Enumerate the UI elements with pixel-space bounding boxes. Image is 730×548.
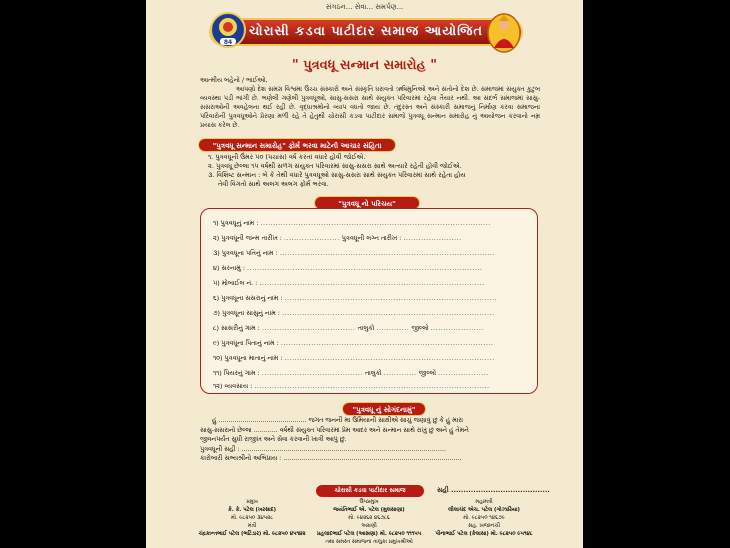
logo-badge-text: 84: [223, 39, 233, 46]
form-field-mobile[interactable]: ૫) મોબાઈલ નં. : .........................................................................................: [213, 279, 485, 287]
samaj-logo-icon: [210, 12, 246, 48]
header-title: ચોરાસી કડવા પાટીદાર સમાજ આયોજિત: [248, 24, 484, 39]
rule-item: ૩. વિશિષ્ટ સન્માન : બે કે તેથી વધારે પુત્રવધૂઓ સાસુ-સસરા સાથે સંયુક્ત પરિવારમાં સાથે રહેતા હોય: [208, 171, 466, 179]
oath-line: જીવનપર્યંત સુધી રાજીખ અને સેવા કરવાની ખાત્રી આપું છું.: [200, 436, 347, 443]
signature-field[interactable]: સહી ........................................: [437, 486, 550, 494]
oath-title: "પુત્રવધૂ નું સોગંદનામું": [342, 402, 426, 416]
footer-center-column: ઉપપ્રમુખ જયંતિભાઈ એ. પટેલ (મુલસાણા) મો. ૯૪૨૬૨ ૪૬૭૮૬ અગ્રણી પ્રહલાદભાઈ પટેલ (આસણા) મો. ૯૮૨૫૦ ૧૧૧૫૫ તથા સમસ્ત સમાજના તાલુકા પ્રમુખશ્રીઓ: [316, 499, 422, 545]
tagline: સંગઠન... સેવા... સમર્પણ...: [325, 3, 404, 11]
footer-left-column: પ્રમુખ કે. કે. પટેલ (ખરસાદ) મો. ૯૮૨૫૦ ૩૪૫૨૮ મંત્રી ચંદ્રકાન્તભાઈ પટેલ (ભટિંડાર) મો. ૯૮૨૫૦ ૪૫૧૪૨: [198, 499, 306, 537]
flyer-page: [146, 0, 583, 548]
intro-paragraph: આપણો દેશ સમગ્ર વિશ્વમાં ઉચ્ચ સંસ્કારો અને સંસ્કૃતિ ધરાવતો ઋષિમુનિઓ અને સંતોનો દેશ છે. સમાજમાં સંયુક્ત કુટુંબ વ્યવસ્થા પડી ભાંગી છે. ભણેલી ગણેલી પુત્રવધૂઓ, સાસુ-સસરા સાથે સંયુક્ત પરિવારમાં રહેવા તૈયાર નથી. આ સંદર્ભ સમાજમાં સાસુ-સસરાઓની અવહેલના થઈ રહી છે. વૃદ્ધાશ્રમોનો વ્યાપ વધતો જાય છે. તંદુરસ્ત અને સંસ્કારી સમાજનું નિર્માણ કરવા સમાજના પરિવારોની પુત્રવધૂઓને પ્રેરણા મળી રહે તે હેતુથી ચોરાસી કડવા પાટીદાર સમાજે પુત્રવધૂ સન્માન સમારોહ નું આયોજન કરવાનો નમ્ર પ્રયાસ કરેલ છે.: [200, 86, 540, 129]
form-field-mother-in-law[interactable]: ૭) પુત્રવધૂના સાસુનું નામ : ....................................................................................: [213, 309, 495, 317]
goddess-umiya-icon: [486, 12, 522, 54]
form-field-bride-name[interactable]: ૧) પુત્રવધૂનું નામ : ...........................................................................................: [213, 219, 491, 227]
rule-item: તેવી વિગતો સાથે અલગ અલગ ફોર્મ ભરવા.: [218, 180, 329, 188]
greeting: આત્મીય બહેનો / ભાઈઓ,: [200, 77, 268, 84]
form-field-birth-date[interactable]: ૨) પુત્રવધૂની જન્મ તારીખ : ...................... પુત્રવધૂની લગ્ન તારીખ : .......................: [213, 234, 462, 242]
form-title: "પુત્રવધૂ નો પરિચય": [314, 196, 420, 210]
form-field-father-name[interactable]: ૯) પુત્રવધૂના પિતાનું નામ : ....................................................................................: [213, 339, 494, 347]
rules-list: [208, 153, 548, 189]
form-field-address[interactable]: ૪) સરનામું : .............................................................................................: [213, 264, 483, 272]
oath-section: [200, 416, 540, 464]
rule-item: ૨. પુત્રવધૂ છેલ્લા ૧૫ વર્ષથી સળંગ સંયુક્ત પરિવારમાં સાસુ-સસરા સાથે અત્યારે રહેતી હોવી જોઈએ.: [208, 162, 462, 170]
form-field-father-in-law[interactable]: ૬) પુત્રવધૂના સસરાનું નામ : ....................................................................................: [213, 294, 498, 302]
form-field-mother-name[interactable]: ૧૦) પુત્રવધૂના માતાનું નામ : ...................................................................................: [213, 354, 495, 362]
event-subtitle: " પુત્રવધૂ સન્માન સમારોહ ": [291, 58, 438, 73]
rule-item: ૧. પુત્રવધૂની ઉંમર ૫૦ (પચાસ) વર્ષ કરતાં વધારે હોવી જોઈએ.: [208, 153, 366, 161]
introduction-form: [200, 208, 538, 394]
committee-opinion-line[interactable]: કારોબારી સભ્યશ્રીનો અભિપ્રાય : .........................................................................................: [200, 455, 462, 462]
rules-title: "પુત્રવધૂ સન્માન સમારોહ" ફોર્મ ભરવા માટેની આચાર સંહિતા: [198, 138, 396, 152]
oath-line: સાસુ-સસરાનો છેલ્લા ............ વર્ષથી સંયુક્ત પરિવારમાં પ્રેમ આદર અને સન્માન સાથે રાખું છું અને હું તેમને: [200, 426, 469, 434]
form-field-occupation[interactable]: ૧૨) વ્યવસાય : .............................................................................................: [213, 382, 490, 390]
form-field-in-laws-village[interactable]: ૮) સાસરીનું ગામ : ..................................... તાલુકો ............. જીલ્લો .....................: [213, 324, 484, 332]
form-field-parents-village[interactable]: ૧૧) પિયરનું ગામ : ........................................ તાલુકો ............. જીલ્લો ....................: [213, 369, 489, 377]
header-banner: [209, 18, 523, 46]
footer-committee: [196, 488, 540, 544]
oath-line: હું ............................................ જગત જનની મા ઉમિયાની સાક્ષીએ સાચું જણાવું છું કે હું મારા: [212, 417, 464, 424]
footer-org-title: ચોરાસી કડવા પાટીદાર સમાજ: [316, 485, 424, 497]
bride-signature-line[interactable]: પુત્રવધૂની સહી : ......................................................................................................: [200, 445, 446, 453]
footer-right-column: મહામંત્રી લીલાચંદ એચ. પટેલ (ગોઝારિયા) મો. ૯૮૨૫૦ ૧૪૬૭૯ સહ. ખજાનચી પીનાભાઈ પટેલ (કેલાસા) મો. ૯૮૨૫૦ ૯૫૧૪૮: [435, 499, 533, 537]
form-field-husband-name[interactable]: ૩) પુત્રવધૂના પતિનું નામ : .....................................................................................: [213, 249, 495, 257]
